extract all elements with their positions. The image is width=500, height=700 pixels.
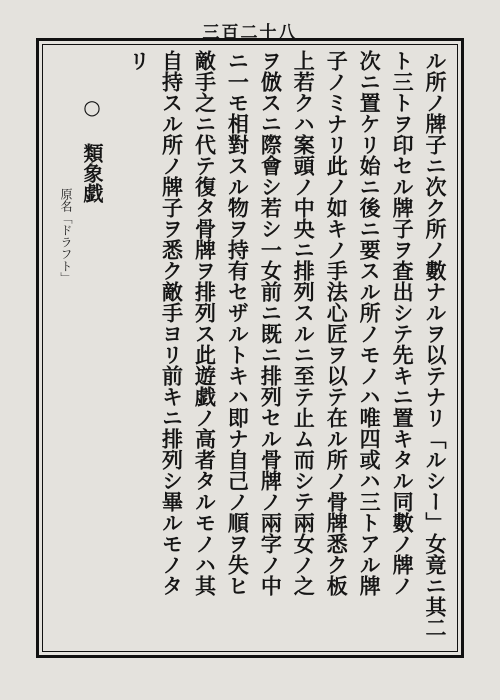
column-gap <box>111 50 121 645</box>
text-column-9: 自持スル所ノ牌子ヲ悉ク敵手ヨリ前キニ排列シ畢ルモノタ <box>159 50 185 596</box>
text-column-7: ニ一モ相對スル物ヲ持有セザルトキハ即ナ自己ノ順ヲ失ヒ <box>225 50 251 596</box>
vertical-text-block <box>54 50 450 645</box>
original-name-note: 原名「ドラフト」 <box>58 188 73 284</box>
text-column-3: 次ニ置ケリ始ニ後ニ要スル所ノモノハ唯四或ハ三トアル牌 <box>357 50 383 596</box>
text-column-1: ル所ノ牌子ニ次ク所ノ數ナルヲ以テナリ「ルシー」女竟ニ其二 <box>423 50 448 638</box>
text-column-6: ヲ倣スニ際會シ若シ一女前ニ既ニ排列セル骨牌ノ兩字ノ中 <box>258 50 284 596</box>
text-column-5: 上若クハ案頭ノ中央ニ排列スルニ至テ止ム而シテ兩女ノ之 <box>291 50 317 596</box>
section-heading: ○ 類象戯 <box>79 95 104 203</box>
text-column-10: リ <box>126 50 152 71</box>
page-number: 三百二十八 <box>202 23 298 43</box>
text-column-4: 子ノミナリ此ノ如キノ手法心匠ヲ以テ在ル所ノ骨牌悉ク板 <box>324 50 350 596</box>
text-column-2: ト三トヲ印セル牌子ヲ査出シテ先キニ置キタル同數ノ牌ノ <box>390 50 416 596</box>
text-column-8: 敵手之ニ代テ復タ骨牌ヲ排列ス此遊戯ノ高者タルモノハ其 <box>192 50 218 596</box>
